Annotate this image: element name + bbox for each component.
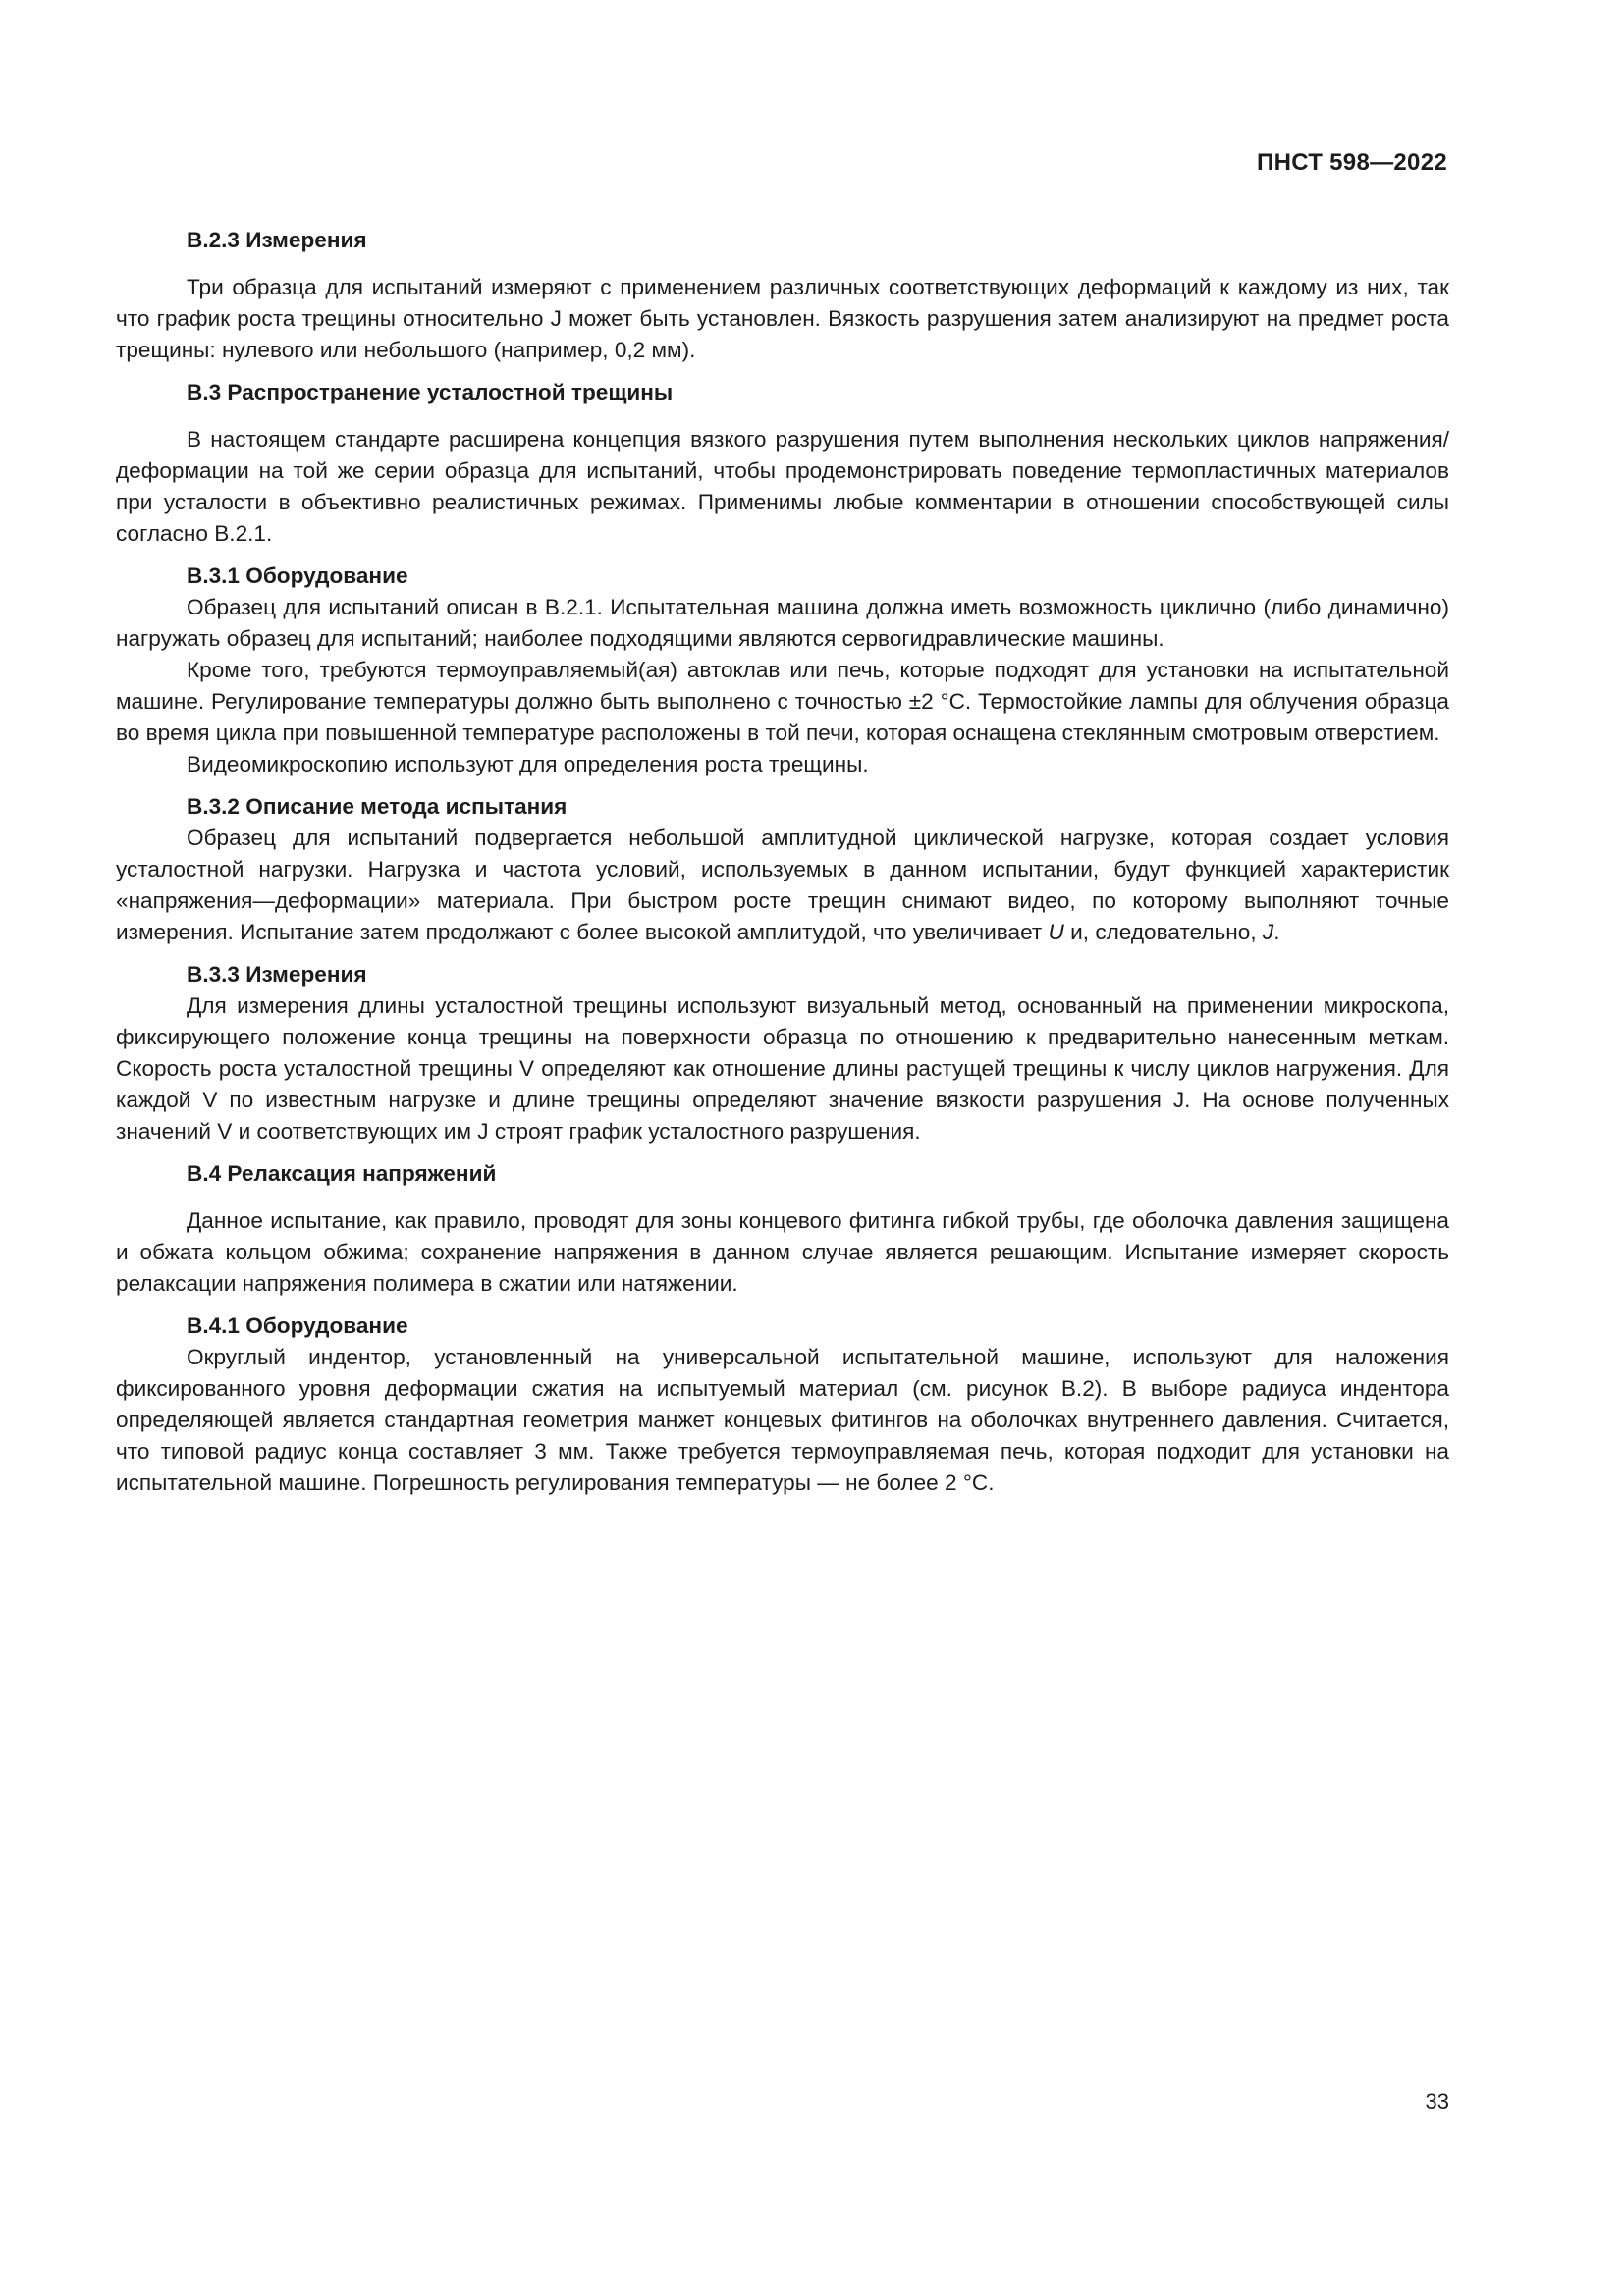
paragraph-b32-text-2: и, следовательно, [1063,920,1263,944]
section-heading-b3: В.3 Распространение усталостной трещины [187,380,674,404]
paragraph-b31-2: Кроме того, требуются термоуправляемый(ая) автоклав или печь, которые подходят для установки на испытательной машине. Регулирование температуры должно быть выполнено с точностью ±2 °С. Термостойкие лампы для облучения образца во время цикла при повышенной температуре расположены в той печи, которая оснащена стеклянным смотровым отверстием. [116,658,1449,745]
document-body [116,225,1449,1499]
paragraph-b41-1: Округлый индентор, установленный на универсальной испытательной машине, используют для наложения фиксированного уровня деформации сжатия на испытуемый материал (см. рисунок В.2). В выборе радиуса индентора определяющей является стандартная геометрия манжет концевых фитингов на оболочках внутреннего давления. Считается, что типовой радиус конца составляет 3 мм. Также требуется термоуправляемая печь, которая подходит для установки на испытательной машине. Погрешность регулирования температуры — не более 2 °С. [116,1345,1449,1495]
section-heading-b4: В.4 Релаксация напряжений [187,1161,497,1186]
paragraph-b3-1: В настоящем стандарте расширена концепция вязкого разрушения путем выполнения нескольких циклов напряжения/деформации на той же серии образца для испытаний, чтобы продемонстрировать поведение термопластичных материалов при усталости в объективно реалистичных режимах. Применимы любые комментарии в отношении способствующей силы согласно В.2.1. [116,427,1449,546]
section-heading-b33: В.3.3 Измерения [187,962,367,987]
paragraph-b31-3: Видеомикроскопию используют для определения роста трещины. [187,752,869,776]
paragraph-b32-1 [116,823,1449,948]
section-heading-b41: В.4.1 Оборудование [187,1313,408,1338]
paragraph-b32-text-3: . [1273,920,1280,944]
paragraph-b4-1: Данное испытание, как правило, проводят для зоны концевого фитинга гибкой трубы, где оболочка давления защищена и обжата кольцом обжима; сохранение напряжения в данном случае является решающим. Испытание измеряет скорость релаксации напряжения полимера в сжатии или натяжении. [116,1208,1449,1296]
section-heading-b31: В.3.1 Оборудование [187,563,408,588]
paragraph-b33-1: Для измерения длины усталостной трещины используют визуальный метод, основанный на применении микроскопа, фиксирующего положение конца трещины на поверхности образца по отношению к предварительно нанесенным меткам. Скорость роста усталостной трещины V определяют как отношение длины растущей трещины к числу циклов нагружения. Для каждой V по известным нагрузке и длине трещины определяют значение вязкости разрушения J. На основе полученных значений V и соответствующих им J строят график усталостного разрушения. [116,993,1449,1144]
section-heading-b23: В.2.3 Измерения [187,228,367,252]
document-code: ПНСТ 598—2022 [1257,149,1447,176]
page-number: 33 [1425,2089,1449,2113]
section-heading-b32: В.3.2 Описание метода испытания [187,794,568,819]
variable-u: U [1048,920,1064,944]
paragraph-b32-text-1: Образец для испытаний подвергается небольшой амплитудной циклической нагрузке, которая создает условия усталостной нагрузки. Нагрузка и частота условий, используемых в данном испытании, будут функцией характеристик «напряжения—деформации» материала. При быстром росте трещин снимают видео, по которому выполняют точные измерения. Испытание затем продолжают с более высокой амплитудой, что увеличивает [116,826,1449,944]
variable-j: J [1262,920,1274,944]
paragraph-b31-1: Образец для испытаний описан в В.2.1. Испытательная машина должна иметь возможность циклично (либо динамично) нагружать образец для испытаний; наиболее подходящими являются сервогидравлические машины. [116,595,1449,651]
paragraph-b23-1: Три образца для испытаний измеряют с применением различных соответствующих деформаций к каждому из них, так что график роста трещины относительно J может быть установлен. Вязкость разрушения затем анализируют на предмет роста трещины: нулевого или небольшого (например, 0,2 мм). [116,275,1449,362]
